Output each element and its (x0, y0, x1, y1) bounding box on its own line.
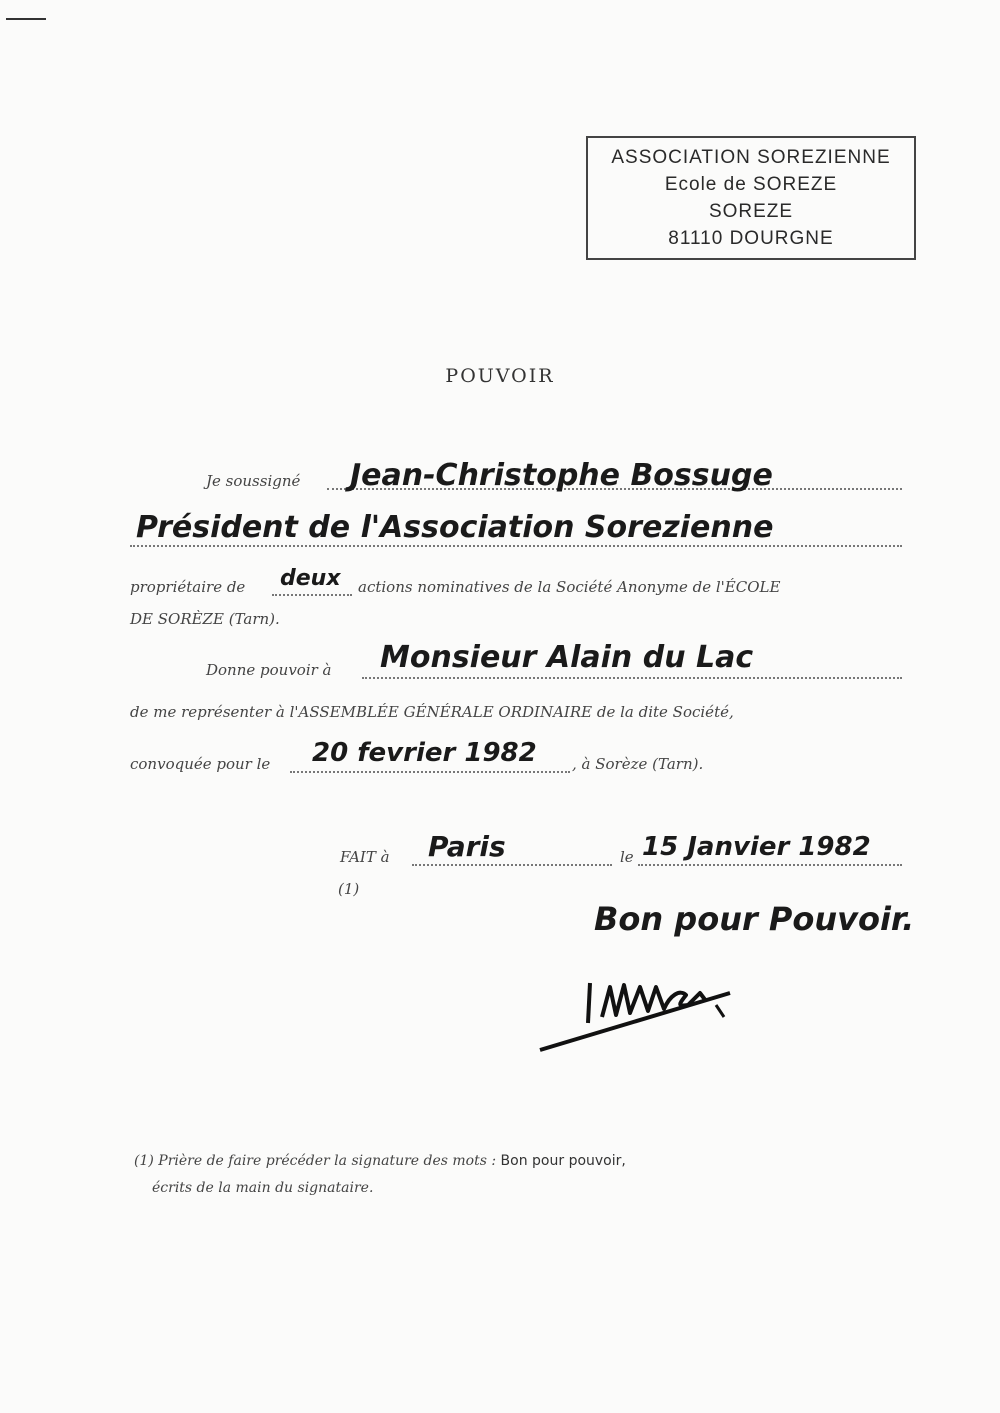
note-ref: (1) (338, 880, 360, 898)
soussigne-name: Jean-Christophe Bossuge (350, 458, 773, 493)
footnote-ref: (1) (134, 1153, 154, 1169)
footnote-text: Prière de faire précéder la signature des mots : (158, 1153, 497, 1169)
fait-date: 15 Janvier 1982 (642, 832, 871, 862)
meeting-date: 20 fevrier 1982 (312, 738, 537, 768)
fait-place: Paris (428, 830, 506, 863)
soussigne-label: Je soussigné (206, 472, 301, 490)
meeting-date-dotted-line (290, 771, 570, 773)
actions-count-dotted-line (272, 594, 352, 596)
fait-label: FAIT à (340, 848, 390, 866)
stamp-line-1: ASSOCIATION SOREZIENNE (611, 147, 891, 168)
page-title: POUVOIR (445, 365, 555, 387)
actions-text-2: DE SORÈZE (Tarn). (130, 610, 280, 628)
stamp-line-3: SOREZE (708, 201, 794, 222)
footnote-line-2: écrits de la main du signataire. (152, 1180, 374, 1196)
fait-date-dotted-line (638, 864, 902, 866)
signature (530, 965, 740, 1060)
donne-label: Donne pouvoir à (206, 661, 332, 679)
scan-mark-top (6, 18, 46, 20)
bon-pour-pouvoir: Bon pour Pouvoir. (594, 900, 915, 938)
actions-count: deux (280, 566, 341, 591)
mandataire-name: Monsieur Alain du Lac (380, 640, 754, 675)
footnote-words: Bon pour pouvoir, (500, 1153, 626, 1169)
convoquee-suffix: , à Sorèze (Tarn). (572, 755, 704, 773)
represent-text: de me représenter à l'ASSEMBLÉE GÉNÉRALE ORDINAIRE de la dite Société, (130, 703, 734, 721)
stamp-line-2: Ecole de SOREZE (664, 174, 838, 195)
title-dotted-line (130, 545, 902, 547)
soussigne-title: Président de l'Association Sorezienne (136, 510, 774, 545)
proprietaire-label: propriétaire de (130, 578, 246, 596)
association-stamp (586, 136, 916, 260)
footnote-line-1 (134, 1153, 626, 1169)
fait-place-dotted-line (412, 864, 612, 866)
le-label: le (620, 848, 634, 866)
stamp-line-4: 81110 DOURGNE (668, 228, 834, 249)
convoquee-label: convoquée pour le (130, 755, 271, 773)
actions-text: actions nominatives de la Société Anonyme de l'ÉCOLE (358, 578, 781, 596)
mandataire-dotted-line (362, 677, 902, 679)
